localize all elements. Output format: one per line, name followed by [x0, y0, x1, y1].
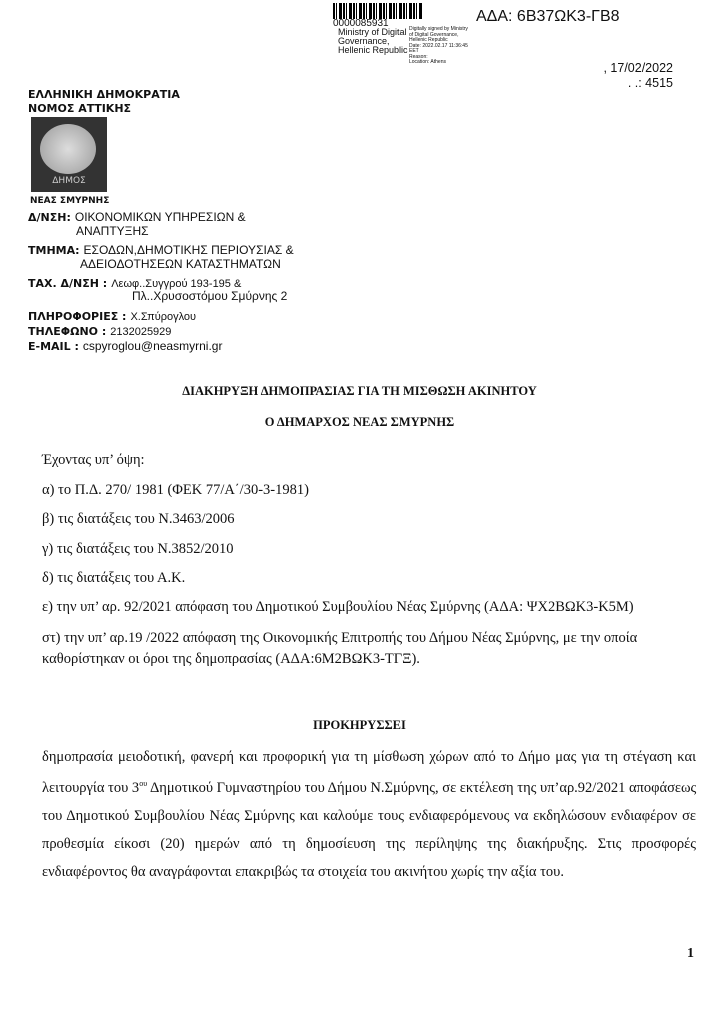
paragraph-line: προθεσμία είκοσι (20) ημερών από τη δημοσίευση της περίληψης της διακήρυξης. Στις προσφορές	[42, 836, 696, 852]
barcode-number: 0000085931	[333, 18, 389, 29]
list-item: γ) τις διατάξεις του Ν.3852/2010	[42, 541, 234, 557]
email-link[interactable]: cspyroglou@neasmyrni.gr	[82, 339, 223, 353]
list-item: β) τις διατάξεις του Ν.3463/2006	[42, 511, 235, 527]
paragraph-line: λειτουργία του $3^{o\upsilon}$ Δημοτικού Γυμναστηρίου του Δήμου Ν.Σμύρνης, σε εκτέλεση της υπ’αρ.92/2021 αποφάσεως	[42, 779, 697, 796]
ada-code: ΑΔΑ: 6Β37ΩΚ3-ΓΒ8	[476, 8, 620, 25]
list-item: ε) την υπ’ αρ. 92/2021 απόφαση του Δημοτικού Συμβουλίου Νέας Σμύρνης (ΑΔΑ: ΨΧ2ΒΩΚ3-Κ5Μ)	[42, 599, 634, 615]
paragraph-line: του Δημοτικού Συμβουλίου Νέας Σμύρνης και καλούμε τους ενδιαφερόμενους να εκδηλώσουν ενδιαφέρον σε	[42, 808, 696, 824]
contact-block: Δ/ΝΣΗ: ΟΙΚΟΝΟΜΙΚΩΝ ΥΠΗΡΕΣΙΩΝ & ΑΝΑΠΤΥΞΗΣ ΤΜΗΜΑ: ΕΣΟΔΩΝ,ΔΗΜΟΤΙΚΗΣ ΠΕΡΙΟΥΣΙΑΣ & ΑΔΕΙΟΔΟΤΗΣΕΩΝ ΚΑΤΑΣΤΗΜΑΤΩΝ ΤΑΧ. Δ/ΝΣΗ : Λεωφ..Συγγρού 193-195 & Πλ..Χρυσοστόμου Σμύρνης 2 ΠΛΗΡΟΦΟΡΙΕΣ : Χ.Σπύρογλου ΤΗΛΕΦΩΝΟ : 2132025929 E-MAIL : cspyroglou@neasmyrni.gr	[28, 210, 294, 353]
intro: Έχοντας υπ’ όψη:	[42, 452, 145, 468]
municipality-logo: ΔΗΜΟΣ	[31, 117, 107, 192]
list-item-continuation: καθορίστηκαν οι όροι της δημοπρασίας (ΑΔΑ:6Μ2ΒΩΚ3-ΤΓΞ).	[42, 651, 420, 667]
prefecture: ΝΟΜΟΣ ΑΤΤΙΚΗΣ	[28, 102, 132, 115]
paragraph-line: ενδιαφέροντος θα αναγράφονται επακριβώς τα στοιχεία του ακινήτου χωρίς την αξία του.	[42, 864, 564, 880]
document-title: ΔΙΑΚΗΡΥΞΗ ΔΗΜΟΠΡΑΣΙΑΣ ΓΙΑ ΤΗ ΜΙΣΘΩΣΗ ΑΚΙΝΗΤΟΥ	[182, 384, 537, 398]
list-item: δ) τις διατάξεις του Α.Κ.	[42, 570, 186, 586]
protocol-number: . .: 4515	[627, 76, 673, 90]
digital-signature: Digitally signed by Ministry of Digital Governance, Hellenic Republic Date: 2022.02.17 11:36:45 EET Reason: Location: Athens	[409, 26, 468, 65]
signer: Ministry of Digital Governance, Hellenic Republic	[338, 27, 408, 55]
document-subtitle: Ο ΔΗΜΑΡΧΟΣ ΝΕΑΣ ΣΜΥΡΝΗΣ	[264, 415, 455, 429]
page-number: 1	[687, 946, 694, 961]
country: ΕΛΛΗΝΙΚΗ ΔΗΜΟΚΡΑΤΙΑ	[28, 88, 180, 101]
list-item: στ) την υπ’ αρ.19 /2022 απόφαση της Οικονομικής Επιτροπής του Δήμου Νέας Σμύρνης, με την οποία	[42, 630, 638, 646]
barcode	[333, 3, 423, 19]
paragraph-line: δημοπρασία μειοδοτική, φανερή και προφορική για τη μίσθωση χώρων από το Δήμο μας για τη στέγαση και	[42, 749, 696, 765]
municipality: ΝΕΑΣ ΣΜΥΡΝΗΣ	[30, 196, 110, 206]
proclaims-heading: ΠΡΟΚΗΡΥΣΣΕΙ	[313, 718, 406, 732]
coin-icon	[40, 124, 96, 174]
date: , 17/02/2022	[603, 61, 673, 75]
list-item: α) το Π.Δ. 270/ 1981 (ΦΕΚ 77/Α΄/30-3-1981)	[42, 482, 309, 498]
